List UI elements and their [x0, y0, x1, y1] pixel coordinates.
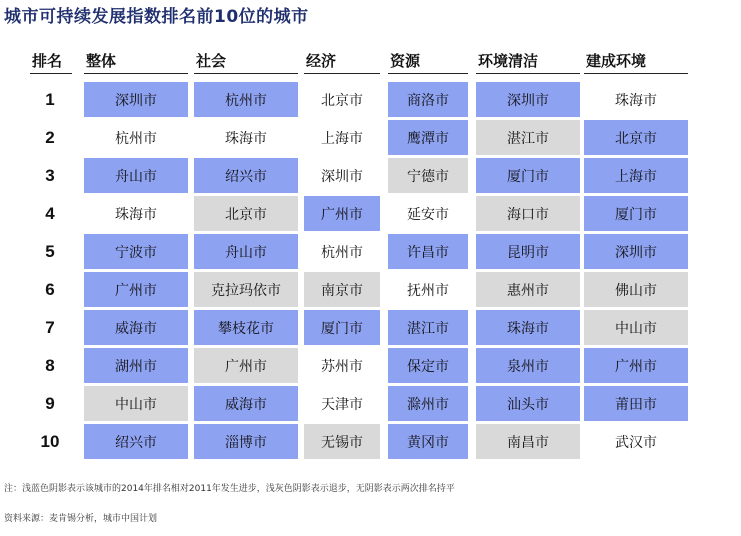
rank-cell: 7	[45, 317, 55, 337]
city-cell: 南京市	[304, 272, 380, 307]
city-cell: 天津市	[321, 396, 363, 413]
rank-cell: 3	[45, 165, 55, 185]
city-cell: 无锡市	[304, 424, 380, 459]
city-cell: 攀枝花市	[194, 310, 298, 345]
city-cell: 广州市	[584, 348, 688, 383]
table-header-row	[0, 50, 741, 76]
city-cell: 威海市	[84, 310, 188, 345]
source-note: 资料来源：麦肯锡分析，城市中国计划	[4, 514, 158, 524]
footnote: 注：浅蓝色阴影表示该城市的2014年排名相对2011年发生进步，浅灰色阴影表示退步，无阴影表示两次排名持平	[4, 484, 455, 494]
city-cell: 中山市	[584, 310, 688, 345]
city-cell: 湖州市	[84, 348, 188, 383]
city-cell: 杭州市	[321, 244, 363, 261]
rank-cell: 2	[45, 127, 55, 147]
city-cell: 泉州市	[476, 348, 580, 383]
city-cell: 汕头市	[476, 386, 580, 421]
city-cell: 滁州市	[388, 386, 468, 421]
header-environment: 环境清洁	[476, 50, 580, 74]
city-cell: 保定市	[388, 348, 468, 383]
city-cell: 珠海市	[225, 130, 267, 147]
header-resources: 资源	[388, 50, 468, 74]
header-built-environment: 建成环境	[584, 50, 688, 74]
city-cell: 许昌市	[388, 234, 468, 269]
city-cell: 深圳市	[321, 168, 363, 185]
city-cell: 抚州市	[407, 282, 449, 299]
city-cell: 南昌市	[476, 424, 580, 459]
city-cell: 珠海市	[615, 92, 657, 109]
rank-cell: 1	[45, 89, 55, 109]
header-economy: 经济	[304, 50, 380, 74]
rank-cell: 6	[45, 279, 55, 299]
city-cell: 黄冈市	[388, 424, 468, 459]
header-society: 社会	[194, 50, 298, 74]
rank-cell: 8	[45, 355, 55, 375]
city-cell: 克拉玛依市	[194, 272, 298, 307]
city-cell: 珠海市	[115, 206, 157, 223]
rank-cell: 9	[45, 393, 55, 413]
city-cell: 北京市	[584, 120, 688, 155]
city-cell: 上海市	[584, 158, 688, 193]
rank-cell: 4	[45, 203, 55, 223]
city-cell: 珠海市	[476, 310, 580, 345]
city-cell: 宁德市	[388, 158, 468, 193]
city-cell: 深圳市	[84, 82, 188, 117]
city-cell: 延安市	[407, 206, 449, 223]
city-cell: 厦门市	[304, 310, 380, 345]
city-cell: 绍兴市	[194, 158, 298, 193]
city-cell: 昆明市	[476, 234, 580, 269]
city-cell: 惠州市	[476, 272, 580, 307]
city-cell: 威海市	[194, 386, 298, 421]
city-cell: 杭州市	[194, 82, 298, 117]
city-cell: 厦门市	[584, 196, 688, 231]
city-cell: 武汉市	[615, 434, 657, 451]
city-cell: 广州市	[84, 272, 188, 307]
city-cell: 宁波市	[84, 234, 188, 269]
city-cell: 舟山市	[194, 234, 298, 269]
city-cell: 佛山市	[584, 272, 688, 307]
city-cell: 厦门市	[476, 158, 580, 193]
city-cell: 北京市	[321, 92, 363, 109]
city-cell: 上海市	[321, 130, 363, 147]
city-cell: 深圳市	[584, 234, 688, 269]
city-cell: 中山市	[84, 386, 188, 421]
city-cell: 绍兴市	[84, 424, 188, 459]
page-title: 城市可持续发展指数排名前10位的城市	[4, 7, 309, 27]
city-cell: 北京市	[194, 196, 298, 231]
city-cell: 广州市	[304, 196, 380, 231]
header-overall: 整体	[84, 50, 188, 74]
header-rank: 排名	[30, 50, 72, 74]
rank-cell: 10	[40, 431, 60, 451]
rank-cell: 5	[45, 241, 55, 261]
city-cell: 淄博市	[194, 424, 298, 459]
city-cell: 莆田市	[584, 386, 688, 421]
city-cell: 湛江市	[476, 120, 580, 155]
city-cell: 深圳市	[476, 82, 580, 117]
city-cell: 鹰潭市	[388, 120, 468, 155]
city-cell: 杭州市	[115, 130, 157, 147]
city-cell: 湛江市	[388, 310, 468, 345]
city-cell: 商洛市	[388, 82, 468, 117]
city-cell: 广州市	[194, 348, 298, 383]
city-cell: 海口市	[476, 196, 580, 231]
city-cell: 苏州市	[321, 358, 363, 375]
city-cell: 舟山市	[84, 158, 188, 193]
